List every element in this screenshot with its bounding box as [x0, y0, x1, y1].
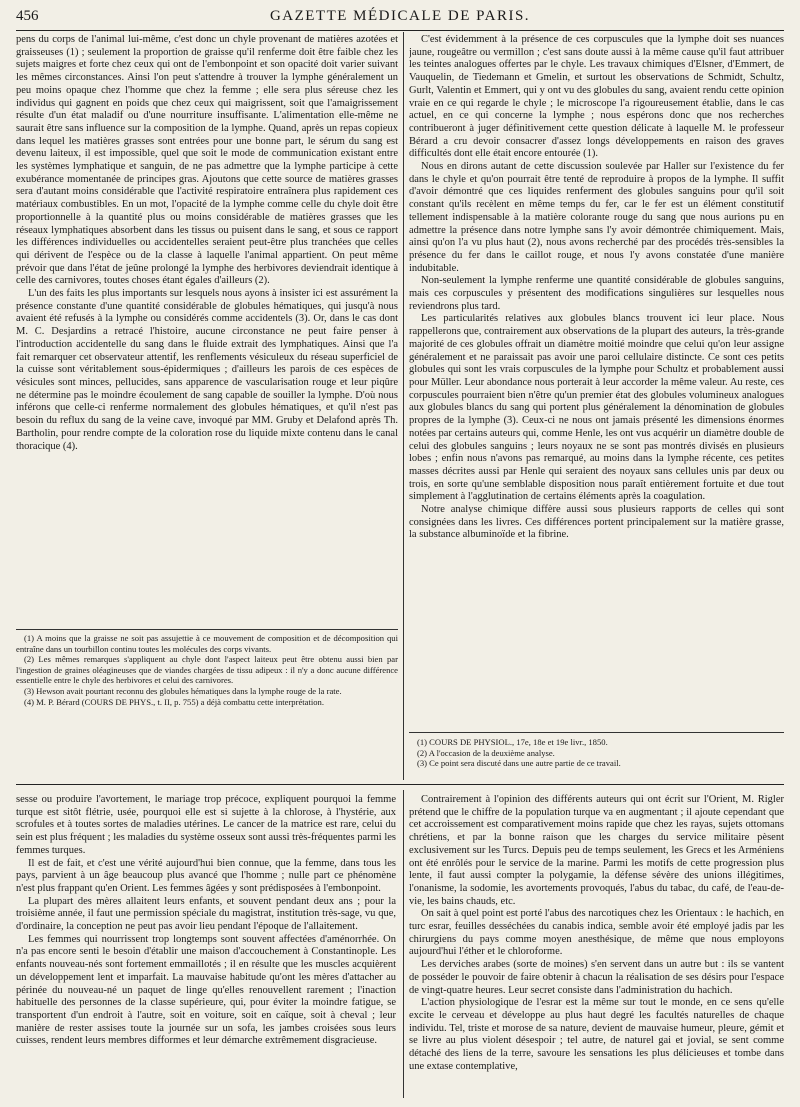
paragraph: La plupart des mères allaitent leurs enfants, et souvent pendant deux ans ; pour la troisième année, il faut une permission spéciale du magistrat, institution très-sage, vu que, d'ordinaire, la conception ne peut pas avoir lieu pendant l'époque de l'allaitement. — [16, 895, 396, 933]
paragraph: Les femmes qui nourrissent trop longtemps sont souvent affectées d'aménorrhée. On n'a pas encore senti le besoin d'établir une maison d'accouchement à Constantinople. Les enfants nouveau-nés sont fortement emmaillotés ; il en résulte que les muscles acquièrent un développement lent et imparfait. La mauvaise habitude qu'ont les mères d'attacher au périnée du nouveau-né un paquet de linge qu'elles renouvellent rarement ; l'inaction habituelle des personnes de la classe supérieure, qui, pour éviter la moindre fatigue, se transportent d'un endroit à l'autre, soit en voiture, soit en caïque, soit à cheval ; leur manière de rester assises toute la journée sur un sofa, les jambes croisées sous leurs cuisses, rendent leurs membres difformes et leur démarche extrêmement disgracieuse. — [16, 933, 396, 1047]
page-header — [16, 6, 784, 31]
paragraph: pens du corps de l'animal lui-même, c'est donc un chyle provenant de matières azotées et graisseuses (1) ; seulement la proportion de graisse qu'il renferme doit être faible chez les sujets maigres et forte chez ceux qui ont de l'embonpoint et son opacité doit varier suivant les mêmes circonstances. Ainsi l'on peut s'attendre à trouver la lymphe généralement un peu moins opaque chez l'homme que chez la femme ; elle sera plus séreuse chez les individus qui gagnent en poids que chez ceux qui maigrissent, soit que l'amaigrissement résulte d'un état maladif ou d'une nourriture insuffisante. L'alimentation elle-même ne saurait être sans influence sur la composition de la lymphe. Quand, après un repas copieux dans lequel les matières grasses sont entrées pour une bonne part, le sérum du sang est devenu laiteux, il est impossible, quel que soit le mode de communication existant entre les systèmes lymphatique et sanguin, de ne pas admettre que la lymphe participe à cette exubérance momentanée de principes gras. Ajoutons que cette source de matières grasses sera d'autant moins considérable que l'activité respiratoire entraînera plus rapidement ces matériaux combustibles. En un mot, l'opacité de la lymphe comme celle du chyle doit être proportionnelle à la quantité plus ou moins considérable de matières grasses que les réseaux lymphatiques absorbent dans les tissus ou puisent dans le sang, et sous ce rapport les différences individuelles ou accidentelles seraient peut-être plus tranchées que celles qui dérivent de l'espèce ou de la classe à laquelle l'animal appartient. On peut même prévoir que dans l'état de jeûne prolongé la lymphe des herbivores deviendrait identique à celle des carnivores, toutes choses étant égales d'ailleurs (2). — [16, 34, 398, 287]
column-left-bottom — [16, 794, 396, 1094]
paragraph: Contrairement à l'opinion des différents auteurs qui ont écrit sur l'Orient, M. Rigler prétend que le chiffre de la population turque va en augmentant ; il ajoute cependant que cet accroissement est comparativement moins rapide que chez les rayas, sujets ottomans chrétiens, et par la bonne raison que les charges du service militaire pèsent exclusivement sur les Turcs. Depuis peu de temps seulement, les Grecs et les Arméniens ont été enrôlés pour le service de la marine. Parmi les motifs de cette progression plus lente, il faut aussi compter la polygamie, la défense sévère des unions illégitimes, l'onanisme, la sodomie, les avortements provoqués, l'abus du tabac, du café, de l'eau-de-vie, les bains chauds, etc. — [409, 794, 784, 907]
footnote: (2) Les mêmes remarques s'appliquent au chyle dont l'aspect laiteux peut être obtenu aussi bien par l'ingestion de graines oléagineuses que de viandes chargées de tissu adipeux : il n'y a donc aucune différence essentielle entre le chyle des herbivores et celui des carnivores. — [16, 654, 398, 686]
footnote: (3) Ce point sera discuté dans une autre partie de ce travail. — [417, 758, 621, 769]
paragraph: On sait à quel point est porté l'abus des narcotiques chez les Orientaux : le hachich, en turc esrar, feuilles desséchées du canabis indica, semble avoir été employé jadis par les chirurgiens du pays comme moyen anesthésique, de même que nous employons aujourd'hui l'éther et le chloroforme. — [409, 908, 784, 958]
section-divider — [16, 784, 784, 785]
paragraph: sesse ou produire l'avortement, le mariage trop précoce, expliquent pourquoi la femme turque est sitôt flétrie, usée, pourquoi elle est si sujette à la chlorose, à l'hystérie, aux scrofules et à toutes sortes de maladies utérines. Le cancer de la matrice est rare, celui du sein est plus fréquent ; les maladies du système osseux sont aussi très-fréquentes parmi les femmes turques. — [16, 794, 396, 856]
column-right-bottom — [409, 794, 784, 1094]
paragraph: Les particularités relatives aux globules blancs trouvent ici leur place. Nous rappellerons que, contrairement aux observations de la plupart des auteurs, la très-grande majorité de ces globules offrait un diamètre moitié moindre que celui qu'on leur assigne généralement et ne paraissait pas avoir une paroi cellulaire distincte. Ce sont ces petits globules qui sont les vrais corpuscules de la lymphe pour Schultz et probablement aussi pour Müller. Leur abondance nous porterait à leur accorder la même valeur. Au reste, ces corpuscules pourraient bien n'être qu'un premier état des globules volumineux analogues aux globules blancs du sang qui portent plus généralement la dénomination de globules propres de la lymphe (3). Ceux-ci ne nous ont jamais présenté les dimensions énormes notées par certains auteurs qui, comme Henle, les ont vus acquérir un diamètre double de celui des globules sanguins ; leurs noyaux ne se sont pas montrés divisés en plusieurs lobes ; enfin nous n'avons pas remarqué, au moins dans la lymphe récente, ces petites masses décrites aussi par Henle qui seraient des noyaux sans cellules unis par deux ou trois, en sorte qu'une semblable disposition nous paraît entièrement fortuite et due tout simplement à l'agglutination de certains éléments après la coagulation. — [409, 313, 784, 503]
footnote: (3) Hewson avait pourtant reconnu des globules hématiques dans la lymphe rouge de la rate. — [24, 685, 342, 696]
column-divider-top — [403, 32, 404, 780]
paragraph: Nous en dirons autant de cette discussion soulevée par Haller sur l'existence du fer dans le chyle et qu'on pourrait être tenté de reproduire à propos de la lymphe. Il suffit d'avoir démontré que ces liquides renferment des globules sanguins pour qu'il soit constant qu'ils recèlent en même temps du fer, car le fer est un élément constitutif tellement indispensable à la matière colorante rouge du sang que nous aurions pu en admettre la présence dans notre lymphe sans l'y avoir démontrée chimiquement. Mais, ainsi qu'on l'a vu plus haut (2), nous avons recherché par des procédés très-sensibles la présence du fer dans le caillot rouge, et nous l'y avons constatée d'une manière indubitable. — [409, 161, 784, 274]
footnote: (2) A l'occasion de la deuxième analyse. — [417, 747, 555, 758]
paragraph: Notre analyse chimique diffère aussi sous plusieurs rapports de celles qui sont consignées dans les livres. Ces différences portent principalement sur la matière grasse, la substance albuminoïde et la fibrine. — [409, 504, 784, 541]
footnotes-left — [16, 633, 398, 763]
column-divider-bottom — [403, 790, 404, 1098]
paragraph: L'action physiologique de l'esrar est la même sur tout le monde, en ce sens qu'elle excite le cerveau et développe au plus haut degré les facultés naturelles de chaque individu. Tel, triste et morose de sa nature, devient de mauvaise humeur, pleure, gémit et se livre au plus violent désespoir ; tel autre, de naturel gai et jovial, se sent comme détaché des liens de la terre, savoure les sensations les plus délicieuses et tombe dans une extase contemplative, — [409, 997, 784, 1072]
paragraph: L'un des faits les plus importants sur lesquels nous ayons à insister ici est assurément la présence constante d'une quantité considérable de globules hématiques, qui jusqu'à nous avaient été refusés à la lymphe ou considérés comme accidentels (3). Or, dans le cas dont M. C. Desjardins a retracé l'histoire, aucune circonstance ne peut faire penser à l'introduction accidentelle du sang dans le fluide extrait des lymphatiques. Ainsi que l'a fait remarquer cet observateur attentif, les renflements vésiculeux du réseau superficiel de la cuisse sont véritablement sous-épidermiques ; d'ailleurs les parois de ces espèces de vésicules sont minces, pellucides, sans apparence de vascularisation rouge et leur piqûre ne détermine pas le moindre écoulement de sang capable de souiller la lymphe. D'où nous inférons que celle-ci renferme normalement des globules hématiques, et qu'il n'est pas besoin du reflux du sang de la veine cave, invoqué par MM. Gruby et Delafond après Th. Bartholin, pour rendre compte de la coloration rose du liquide mixte contenu dans le canal thoracique (4). — [16, 288, 398, 452]
paragraph: Les derviches arabes (sorte de moines) s'en servent dans un autre but : ils se vantent de posséder le pouvoir de faire obtenir à chacun la réalisation de ses désirs pour l'espace de vingt-quatre heures. Leur secret consiste dans l'administration du hachich. — [409, 959, 784, 996]
paragraph: Il est de fait, et c'est une vérité aujourd'hui bien connue, que la femme, dans tous les pays, parvient à un âge beaucoup plus avancé que l'homme ; nulle part ce phénomène n'est plus frappant qu'en Orient. Les femmes âgées y sont prédisposées à l'embonpoint. — [16, 857, 396, 894]
column-left-top — [16, 34, 398, 626]
footnote-rule-right — [409, 732, 784, 733]
journal-title: GAZETTE MÉDICALE DE PARIS. — [269, 8, 531, 24]
footnote: (1) A moins que la graisse ne soit pas assujettie à ce mouvement de composition et de décomposition qui entraîne dans un tourbillon continu toutes les molécules des corps vivants. — [16, 633, 398, 654]
footnote: (1) COURS DE PHYSIOL., 17e, 18e et 19e livr., 1850. — [417, 737, 608, 747]
page-number: 456 — [16, 8, 39, 24]
column-right-top — [409, 34, 784, 724]
footnote-rule-left — [16, 629, 398, 630]
paragraph: C'est évidemment à la présence de ces corpuscules que la lymphe doit ses nuances jaune, rougeâtre ou vermillon ; c'est sans doute aussi à la même cause qu'il faut attribuer les teintes analogues offertes par le chyle. Les travaux chimiques d'Elsner, d'Emmert, de Vauquelin, de Tiedemann et Gmelin, et surtout les observations de Schmidt, Schultz, Gurlt, Valentin et Emmert, qui y ont vu des globules du sang, avaient rendu cette opinion vraie en ce qui regarde le chyle ; le microscope l'a rigoureusement établie, dans le cas actuel, en ce qui concerne la lymphe ; nous espérons donc que nos recherches contribueront à juger définitivement cette question délicate à laquelle M. le professeur Bérard a cru devoir consacrer d'assez longs développements en raison des graves difficultés dont elle était encore entourée (1). — [409, 34, 784, 160]
footnote: (4) M. P. Bérard (COURS DE PHYS., t. II, p. 755) a déjà combattu cette interprétation. — [24, 696, 325, 707]
footnotes-right — [409, 737, 784, 777]
paragraph: Non-seulement la lymphe renferme une quantité considérable de globules sanguins, mais ces corpuscules y présentent des modifications singulières sur lesquelles nous reviendrons plus tard. — [409, 275, 784, 312]
